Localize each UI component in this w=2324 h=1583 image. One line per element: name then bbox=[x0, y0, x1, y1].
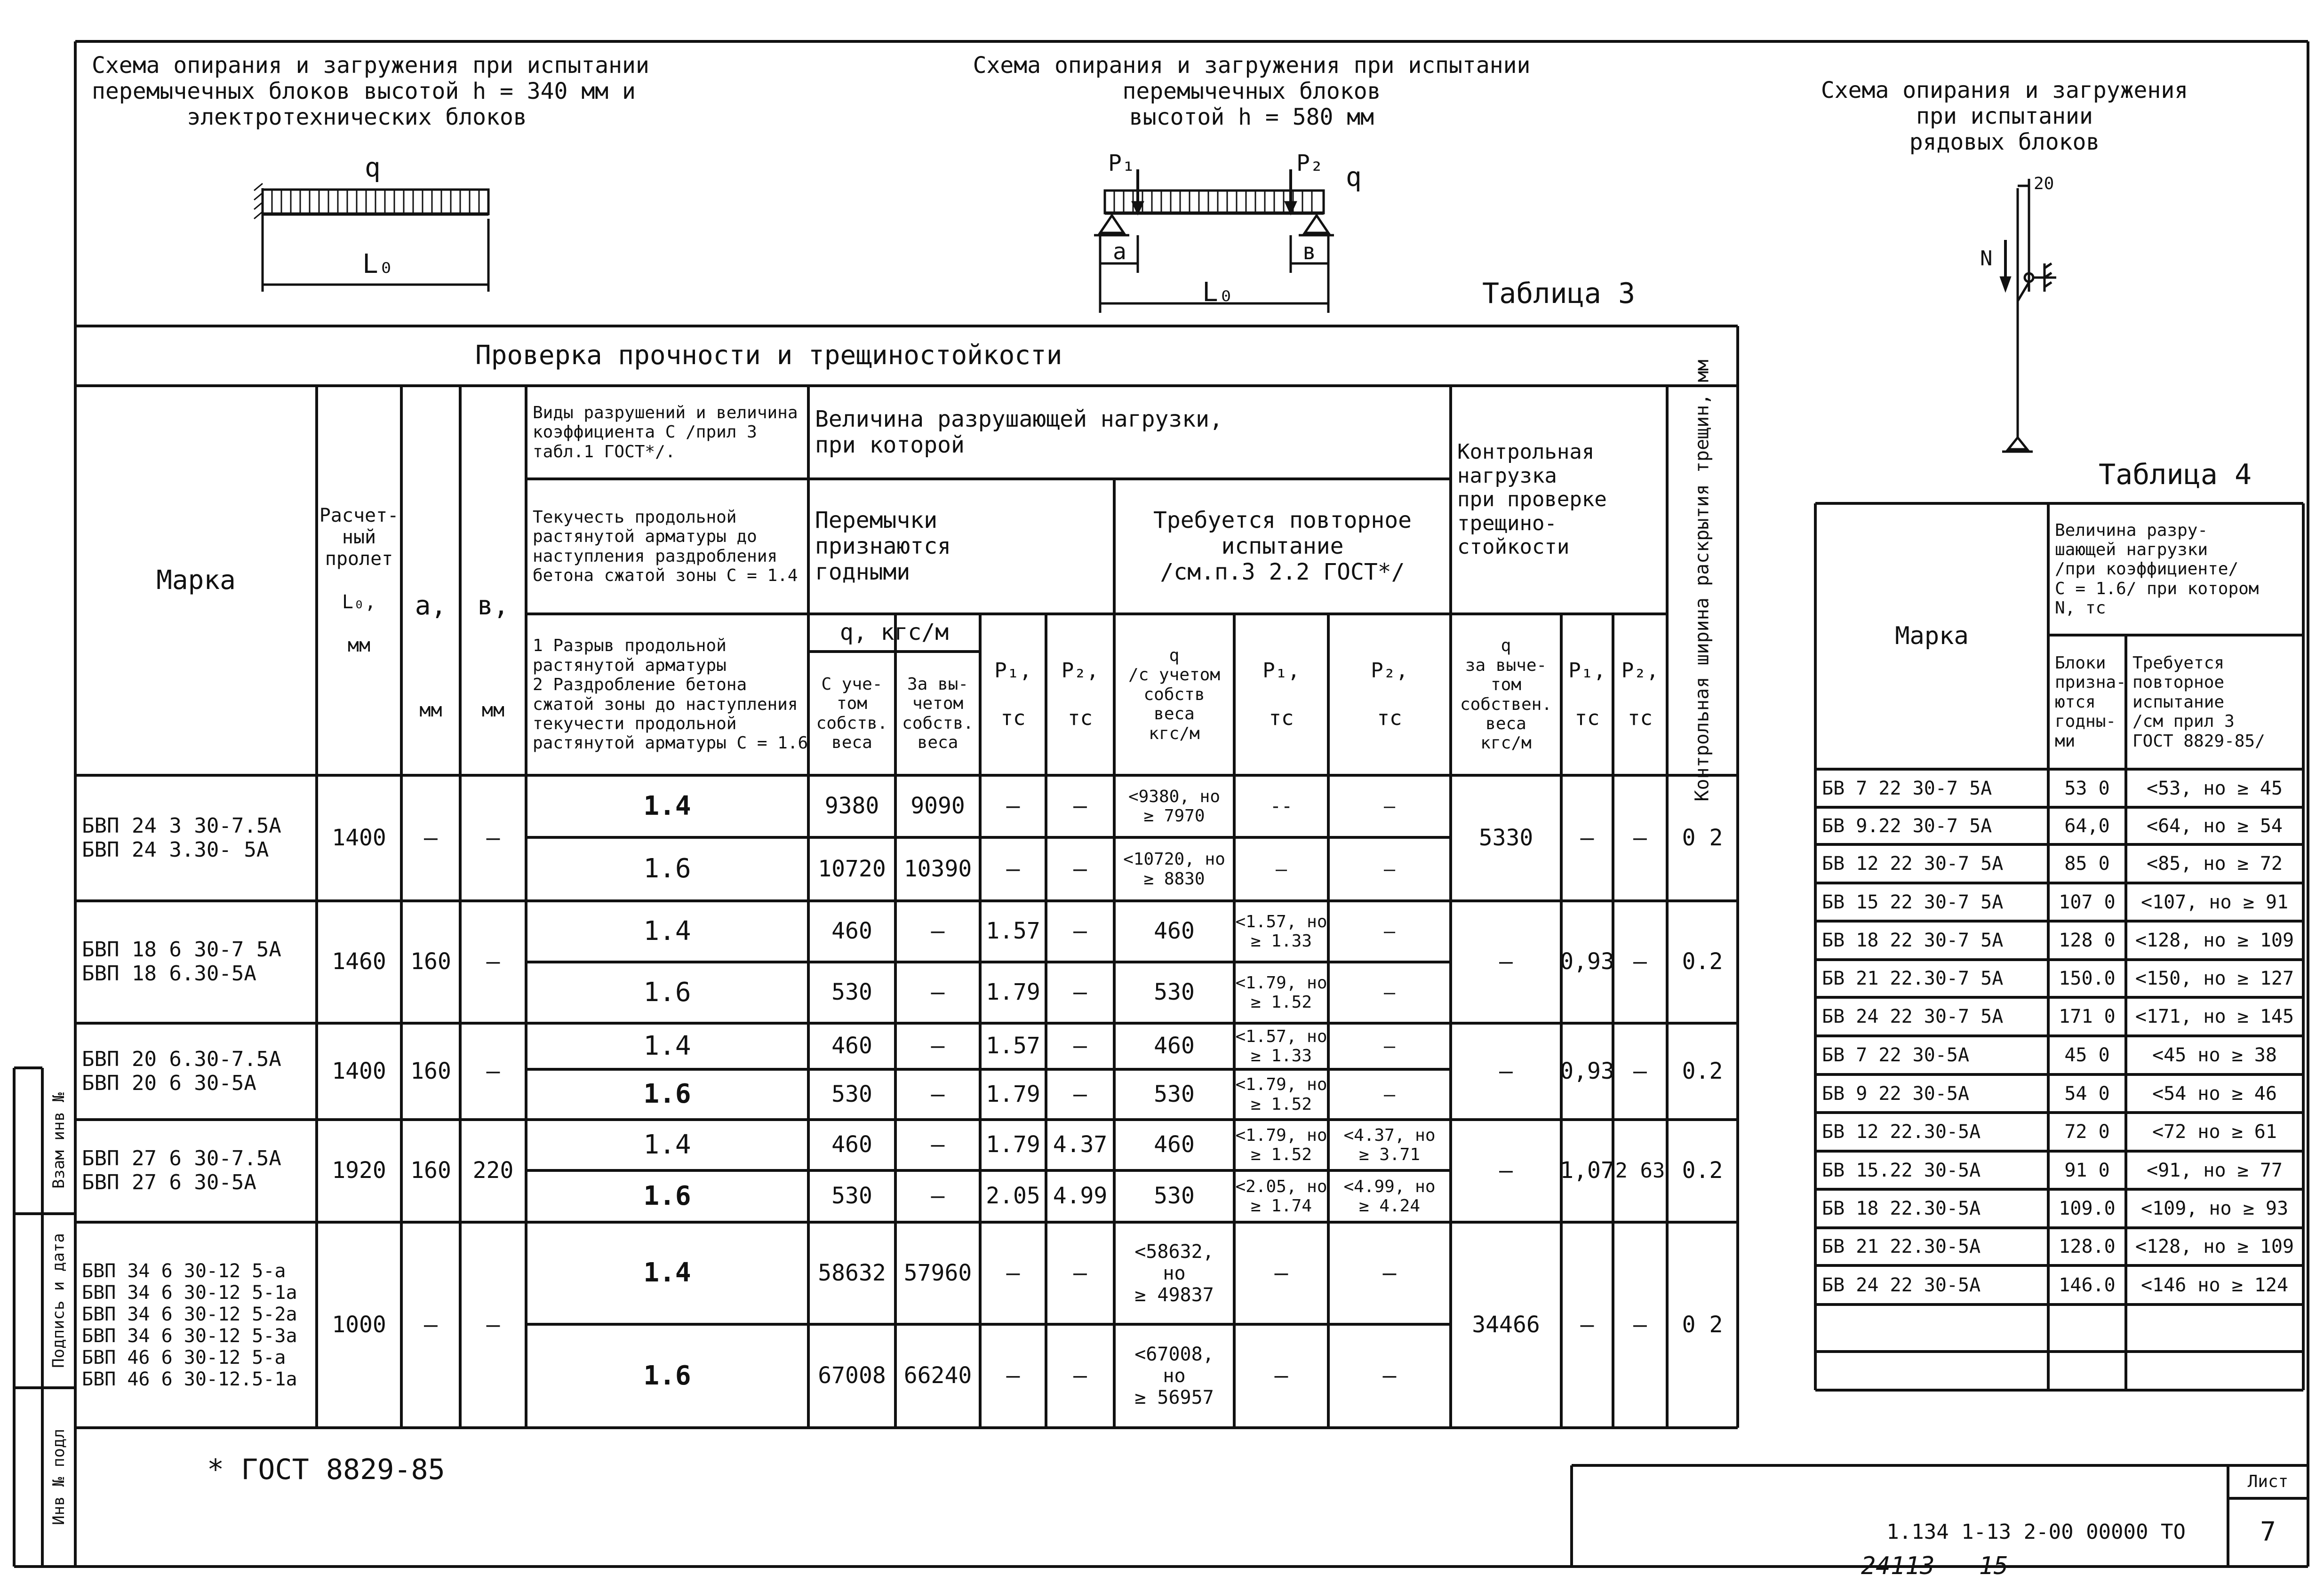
t4-row4-marka: БВ 15 22 30-7 5А bbox=[1822, 891, 2004, 913]
t3-row1-q-own-1: 9380 bbox=[824, 793, 879, 819]
t4-row6-ok: 150.0 bbox=[2059, 968, 2116, 989]
t4-row5-ok: 128 0 bbox=[2059, 930, 2116, 951]
t4-row6-marka: БВ 21 22.30-7 5А bbox=[1822, 968, 2004, 989]
t3-header-q-retest: q /с учетом собств веса кгс/м bbox=[1128, 646, 1221, 743]
t3-row4-p1-1: 1.79 bbox=[986, 1131, 1040, 1158]
t3-row3-q-own-1: 460 bbox=[831, 1033, 872, 1059]
t3-row2-b: — bbox=[486, 948, 500, 975]
t3-row2-crack: 0.2 bbox=[1682, 948, 1723, 975]
t3-row5-ctrl-p1: — bbox=[1580, 1311, 1594, 1338]
t3-row1-span: 1400 bbox=[332, 824, 386, 851]
t3-row2-q-noown-2: — bbox=[931, 979, 945, 1006]
t3-row5-marka: БВП 34 6 30-12 5-а БВП 34 6 30-12 5-1а БВП 34 6 30-12 5-2а БВП 34 6 30-12 5-3а БВП 46 6 30-12 5-а БВП 46 6 30-12.5-1а bbox=[82, 1260, 297, 1390]
t4-row5-marka: БВ 18 22 30-7 5А bbox=[1822, 930, 2004, 951]
t3-row1-p1-1: — bbox=[1006, 793, 1020, 819]
t3-row3-ctrl-p1: 0,93 bbox=[1560, 1058, 1614, 1084]
t3-row2-rp2-1: — bbox=[1383, 921, 1396, 942]
t3-row5-q-noown-2: 66240 bbox=[903, 1362, 972, 1389]
t3-row4-p2-2: 4.99 bbox=[1053, 1183, 1108, 1209]
diagram2-b-label: в bbox=[1302, 239, 1316, 265]
t3-row3-rp1-1: <1.57, но ≥ 1.33 bbox=[1235, 1026, 1327, 1066]
t3-header-marka: Марка bbox=[156, 565, 236, 596]
t3-row3-b: — bbox=[486, 1058, 500, 1084]
t4-header-ok: Блоки призна- ются годны- ми bbox=[2055, 653, 2126, 751]
t3-row1-rp2-1: — bbox=[1383, 795, 1396, 817]
t3-header-control-p1: P₁, тс bbox=[1568, 658, 1606, 730]
t4-row2-marka: БВ 9.22 30-7 5А bbox=[1822, 815, 1992, 837]
t3-row4-ctrl-q: — bbox=[1499, 1157, 1513, 1184]
t3-row3-ctrl-q: — bbox=[1499, 1058, 1513, 1084]
diagram-3 bbox=[2001, 179, 2056, 452]
t4-row12-retest: <109, но ≥ 93 bbox=[2140, 1198, 2289, 1219]
t3-row2-q-own-2: 530 bbox=[831, 979, 872, 1006]
t4-row5-retest: <128, но ≥ 109 bbox=[2135, 930, 2294, 951]
t3-row5-crack: 0 2 bbox=[1682, 1311, 1723, 1338]
t3-row1-rq-2: <10720, но ≥ 8830 bbox=[1123, 850, 1225, 889]
t3-row1-ctrl-p2: — bbox=[1633, 824, 1647, 851]
t3-row4-q-own-2: 530 bbox=[831, 1183, 872, 1209]
t3-row2-span: 1460 bbox=[332, 948, 386, 975]
t4-row9-retest: <54 но ≥ 46 bbox=[2152, 1082, 2277, 1105]
t3-row2-rp1-2: <1.79, но ≥ 1.52 bbox=[1235, 973, 1327, 1012]
t3-header-q-own: С уче- том собств. веса bbox=[816, 674, 888, 752]
t3-row1-rp1-2: — bbox=[1275, 858, 1287, 880]
t4-row7-retest: <171, но ≥ 145 bbox=[2135, 1006, 2294, 1027]
t3-header-types-c16: 1 Разрыв продольной растянутой арматуры 2 Раздробление бетона сжатой зоны до наступления текучести продольной растянутой арматуры C = 1.6 bbox=[533, 636, 808, 753]
t4-header-load: Величина разру- шающей нагрузки /при коэффициенте/ C = 1.6/ при котором N, тс bbox=[2055, 520, 2259, 618]
t4-row11-retest: <91, но ≥ 77 bbox=[2147, 1159, 2283, 1181]
t3-row2-c1: 1.4 bbox=[643, 915, 691, 947]
t3-header-a: a, bbox=[415, 590, 447, 621]
t3-row5-rq-2: <67008, но ≥ 56957 bbox=[1134, 1344, 1214, 1408]
t3-header-q-unit: q, кгс/м bbox=[839, 619, 949, 646]
t3-row5-ctrl-q: 34466 bbox=[1472, 1311, 1540, 1338]
t3-row5-p1-2: — bbox=[1006, 1362, 1020, 1389]
t3-row1-p2-1: — bbox=[1073, 793, 1087, 819]
t4-row8-marka: БВ 7 22 30-5А bbox=[1822, 1044, 1970, 1066]
t3-row3-rp2-2: — bbox=[1383, 1083, 1396, 1106]
t4-row13-retest: <128, но ≥ 109 bbox=[2135, 1236, 2294, 1257]
document-code: 1.134 1-13 2-00 00000 ТО bbox=[1886, 1520, 2186, 1544]
t3-row5-c2: 1.6 bbox=[643, 1360, 691, 1391]
t3-row1-a: — bbox=[424, 824, 438, 851]
t3-row4-p2-1: 4.37 bbox=[1053, 1131, 1108, 1158]
t3-row1-p2-2: — bbox=[1073, 855, 1087, 882]
t3-row4-rq-1: 460 bbox=[1154, 1131, 1195, 1158]
t3-row2-p2-2: — bbox=[1073, 979, 1087, 1006]
t3-row1-b: — bbox=[486, 824, 500, 851]
side-stamp-3-wrap bbox=[42, 1388, 75, 1567]
t3-row1-rq-1: <9380, но ≥ 7970 bbox=[1128, 787, 1221, 826]
t3-row2-a: 160 bbox=[410, 948, 451, 975]
t3-header-crack-wrap bbox=[1667, 359, 1738, 802]
t3-row3-a: 160 bbox=[410, 1058, 451, 1084]
sheet-number: 7 bbox=[2260, 1517, 2276, 1548]
t3-row5-rp2-2: — bbox=[1382, 1362, 1397, 1389]
t3-row4-span: 1920 bbox=[332, 1157, 386, 1184]
t3-row1-c2: 1.6 bbox=[643, 853, 691, 884]
t3-header-retest-p2: P₂, тс bbox=[1371, 658, 1408, 730]
diagram1-q-label: q bbox=[365, 152, 381, 183]
table-3-title: Проверка прочности и трещиностойкости bbox=[475, 340, 1062, 371]
side-stamp-signature: Подпись и дата bbox=[49, 1233, 68, 1368]
t4-row10-ok: 72 0 bbox=[2064, 1121, 2110, 1143]
t3-row4-c1: 1.4 bbox=[643, 1129, 691, 1160]
t3-row2-ctrl-q: — bbox=[1499, 948, 1513, 975]
t3-row5-c1: 1.4 bbox=[643, 1257, 691, 1289]
t3-row5-rp1-1: — bbox=[1274, 1259, 1288, 1286]
t4-row2-ok: 64,0 bbox=[2064, 815, 2110, 837]
t3-row3-rq-1: 460 bbox=[1154, 1033, 1195, 1059]
t4-row7-ok: 171 0 bbox=[2059, 1006, 2116, 1027]
t4-row3-retest: <85, но ≥ 72 bbox=[2147, 853, 2283, 875]
t4-row3-ok: 85 0 bbox=[2064, 853, 2110, 875]
t3-row5-ctrl-p2: — bbox=[1633, 1311, 1647, 1338]
t3-row5-span: 1000 bbox=[332, 1311, 386, 1338]
side-stamp-replacement: Взам инв № bbox=[49, 1092, 68, 1189]
t3-row5-rp1-2: — bbox=[1274, 1362, 1288, 1389]
t3-row3-q-noown-1: — bbox=[931, 1033, 945, 1059]
t3-row2-rq-2: 530 bbox=[1154, 979, 1195, 1006]
t3-row4-a: 160 bbox=[410, 1157, 451, 1184]
t3-row1-p1-2: — bbox=[1006, 855, 1020, 882]
t3-row4-c2: 1.6 bbox=[643, 1180, 691, 1211]
t4-row11-marka: БВ 15.22 30-5А bbox=[1822, 1159, 1981, 1181]
t4-row1-ok: 53 0 bbox=[2064, 777, 2110, 799]
t3-row4-rp1-2: <2.05, но ≥ 1.74 bbox=[1235, 1177, 1327, 1216]
t3-row3-q-own-2: 530 bbox=[831, 1081, 872, 1107]
t3-header-b-unit: мм bbox=[481, 700, 505, 721]
table-3-label: Таблица 3 bbox=[1482, 277, 1636, 310]
t3-row2-p1-2: 1.79 bbox=[986, 979, 1040, 1006]
t3-row3-c2: 1.6 bbox=[643, 1079, 691, 1110]
diagram2-q-label: q bbox=[1346, 162, 1362, 192]
t3-header-q-noown: За вы- четом собств. веса bbox=[902, 674, 974, 752]
t3-row5-q-noown-1: 57960 bbox=[903, 1259, 972, 1286]
t3-header-load: Величина разрушающей нагрузки, при которой bbox=[815, 406, 1223, 458]
t4-row7-marka: БВ 24 22 30-7 5А bbox=[1822, 1006, 2004, 1027]
t3-row4-q-own-1: 460 bbox=[831, 1131, 872, 1158]
t3-row3-p1-2: 1.79 bbox=[986, 1081, 1040, 1107]
t4-row12-ok: 109.0 bbox=[2059, 1198, 2116, 1219]
t3-row3-ctrl-p2: — bbox=[1633, 1058, 1647, 1084]
t4-row11-ok: 91 0 bbox=[2064, 1159, 2110, 1181]
t3-header-control: Контрольная нагрузка при проверке трещино- стойкости bbox=[1457, 440, 1607, 559]
diagram3-dim-label: 20 bbox=[2034, 174, 2054, 193]
t4-row1-marka: БВ 7 22 30-7 5А bbox=[1822, 777, 1992, 799]
t3-row4-p1-2: 2.05 bbox=[986, 1183, 1040, 1209]
t4-row1-retest: <53, но ≥ 45 bbox=[2147, 777, 2283, 799]
diagram1-l0-label: L₀ bbox=[362, 249, 394, 279]
t3-header-p2: P₂, тс bbox=[1061, 658, 1099, 730]
t4-row3-marka: БВ 12 22 30-7 5А bbox=[1822, 853, 2004, 875]
t3-row4-ctrl-p2: 2 63 bbox=[1615, 1158, 1665, 1183]
schema-2-title: Схема опирания и загружения при испытании перемычечных блоков высотой h = 580 мм bbox=[973, 52, 1531, 131]
t3-row1-rp2-2: — bbox=[1383, 858, 1396, 880]
t3-row2-q-own-1: 460 bbox=[831, 918, 872, 945]
t3-header-retest-p1: P₁, тс bbox=[1262, 658, 1300, 730]
t4-row12-marka: БВ 18 22.30-5А bbox=[1822, 1198, 1981, 1219]
side-stamp-inventory: Инв № подл bbox=[49, 1429, 68, 1526]
t4-row13-marka: БВ 21 22.30-5А bbox=[1822, 1236, 1981, 1257]
diagram2-p1-label: P₁ bbox=[1108, 150, 1135, 176]
t3-header-span: Расчет- ный пролет L₀, мм bbox=[319, 505, 399, 656]
t3-row3-marka: БВП 20 6.30-7.5А БВП 20 6 30-5А bbox=[82, 1047, 281, 1095]
t4-row2-retest: <64, но ≥ 54 bbox=[2147, 815, 2283, 837]
t3-row3-p1-1: 1.57 bbox=[986, 1033, 1040, 1059]
t3-row1-q-noown-2: 10390 bbox=[903, 855, 972, 882]
schema-1-title: Схема опирания и загружения при испытании перемычечных блоков высотой h = 340 мм и электротехнических блоков bbox=[92, 52, 649, 131]
t3-header-b: в, bbox=[477, 590, 509, 621]
handwritten-number: 24113 15 bbox=[1861, 1552, 2009, 1580]
t3-row3-span: 1400 bbox=[332, 1058, 386, 1084]
t3-row4-b: 220 bbox=[472, 1157, 514, 1184]
t4-row4-ok: 107 0 bbox=[2059, 891, 2116, 913]
t3-row4-q-noown-1: — bbox=[931, 1131, 945, 1158]
t3-header-p1: P₁, тс bbox=[994, 658, 1032, 730]
t3-header-retest: Требуется повторное испытание /см.п.3 2.2 ГОСТ*/ bbox=[1153, 507, 1412, 586]
t4-row4-retest: <107, но ≥ 91 bbox=[2140, 891, 2289, 913]
t3-row2-ctrl-p1: 0,93 bbox=[1560, 948, 1614, 975]
t3-row3-p2-1: — bbox=[1073, 1033, 1087, 1059]
diagram2-p2-label: P₂ bbox=[1296, 150, 1324, 176]
t3-header-control-p2: P₂, тс bbox=[1621, 658, 1659, 730]
t3-row2-c2: 1.6 bbox=[643, 977, 691, 1008]
t3-row1-marka: БВП 24 3 30-7.5А БВП 24 3.30- 5А bbox=[82, 813, 281, 862]
t4-row14-retest: <146 но ≥ 124 bbox=[2140, 1274, 2289, 1296]
t3-row5-rp2-1: — bbox=[1382, 1259, 1397, 1286]
schema-3-title: Схема опирания и загружения при испытании рядовых блоков bbox=[1821, 77, 2188, 156]
t3-header-crack: Контрольная ширина раскрытия трещин, мм bbox=[1692, 359, 1714, 802]
t3-row3-crack: 0.2 bbox=[1682, 1058, 1723, 1084]
sheet-label: Лист bbox=[2247, 1472, 2289, 1492]
t4-header-marka: Марка bbox=[1895, 621, 1969, 650]
t3-row2-p2-1: — bbox=[1073, 918, 1087, 945]
t3-row3-p2-2: — bbox=[1073, 1081, 1087, 1107]
t4-row8-retest: <45 но ≥ 38 bbox=[2152, 1044, 2277, 1066]
diagram2-a-label: a bbox=[1113, 239, 1126, 265]
t3-row5-q-own-2: 67008 bbox=[818, 1362, 886, 1389]
t3-row3-c1: 1.4 bbox=[643, 1030, 691, 1061]
t4-row13-ok: 128.0 bbox=[2059, 1236, 2116, 1257]
t3-row4-crack: 0.2 bbox=[1682, 1157, 1723, 1184]
t3-row2-q-noown-1: — bbox=[931, 918, 945, 945]
t4-row9-ok: 54 0 bbox=[2064, 1082, 2110, 1105]
footnote: * ГОСТ 8829-85 bbox=[207, 1453, 445, 1486]
t3-header-types-c14: Текучесть продольной растянутой арматуры до наступления раздробления бетона сжатой зоны C = 1.4 bbox=[533, 507, 798, 585]
t3-row1-c1: 1.4 bbox=[643, 790, 691, 821]
t3-row2-marka: БВП 18 6 30-7 5А БВП 18 6.30-5А bbox=[82, 938, 281, 986]
t4-row8-ok: 45 0 bbox=[2064, 1044, 2110, 1066]
t3-row4-ctrl-p1: 1,07 bbox=[1560, 1157, 1614, 1184]
t3-row5-rq-1: <58632, но ≥ 49837 bbox=[1134, 1241, 1214, 1306]
t4-row14-marka: БВ 24 22 30-5А bbox=[1822, 1274, 1981, 1296]
t3-row5-b: — bbox=[486, 1311, 500, 1338]
t3-row5-a: — bbox=[424, 1311, 438, 1338]
t3-row5-p2-1: — bbox=[1073, 1259, 1087, 1286]
t3-row1-q-own-2: 10720 bbox=[818, 855, 886, 882]
t3-header-a-unit: мм bbox=[419, 700, 442, 721]
t3-row2-rp1-1: <1.57, но ≥ 1.33 bbox=[1235, 912, 1327, 951]
t4-row10-retest: <72 но ≥ 61 bbox=[2152, 1121, 2277, 1143]
t3-row3-q-noown-2: — bbox=[931, 1081, 945, 1107]
t4-row6-retest: <150, но ≥ 127 bbox=[2135, 968, 2294, 989]
t3-row3-rq-2: 530 bbox=[1154, 1081, 1195, 1107]
t3-row5-p2-2: — bbox=[1073, 1362, 1087, 1389]
t3-row1-rp1-1: -- bbox=[1270, 795, 1293, 817]
t3-row1-crack: 0 2 bbox=[1682, 824, 1723, 851]
t3-row3-rp1-2: <1.79, но ≥ 1.52 bbox=[1235, 1075, 1327, 1114]
side-stamp-2-wrap bbox=[42, 1214, 75, 1388]
side-stamp-1-wrap bbox=[42, 1068, 75, 1214]
t4-row10-marka: БВ 12 22.30-5А bbox=[1822, 1121, 1981, 1143]
t4-header-retest: Требуется повторное испытание /см прил 3 ГОСТ 8829-85/ bbox=[2132, 653, 2265, 751]
t3-row4-marka: БВП 27 6 30-7.5А БВП 27 6 30-5А bbox=[82, 1146, 281, 1194]
t3-row4-rq-2: 530 bbox=[1154, 1183, 1195, 1209]
t3-row2-rp2-2: — bbox=[1383, 982, 1396, 1003]
diagram3-n-label: N bbox=[1980, 247, 1993, 270]
t3-header-suitable: Перемычки признаются годными bbox=[815, 507, 951, 586]
t3-header-types: Виды разрушений и величина коэффициента C /прил 3 табл.1 ГОСТ*/. bbox=[533, 403, 798, 461]
t4-row14-ok: 146.0 bbox=[2059, 1274, 2116, 1296]
t3-row4-q-noown-2: — bbox=[931, 1183, 945, 1209]
t3-row2-ctrl-p2: — bbox=[1633, 948, 1647, 975]
t3-row2-rq-1: 460 bbox=[1154, 918, 1195, 945]
t3-row1-ctrl-q: 5330 bbox=[1478, 824, 1533, 851]
t3-row3-rp2-1: — bbox=[1383, 1035, 1396, 1057]
table-4-label: Таблица 4 bbox=[2099, 458, 2252, 491]
diagram2-l0-label: L₀ bbox=[1202, 277, 1234, 308]
t3-header-control-q: q за выче- том собствен. веса кгс/м bbox=[1460, 636, 1552, 753]
t3-row4-rp1-1: <1.79, но ≥ 1.52 bbox=[1235, 1125, 1327, 1164]
t3-row4-rp2-2: <4.99, но ≥ 4.24 bbox=[1343, 1177, 1436, 1216]
t3-row5-q-own-1: 58632 bbox=[818, 1259, 886, 1286]
t3-row2-p1-1: 1.57 bbox=[986, 918, 1040, 945]
t3-row1-q-noown-1: 9090 bbox=[910, 793, 965, 819]
t4-row9-marka: БВ 9 22 30-5А bbox=[1822, 1082, 1970, 1105]
t3-row5-p1-1: — bbox=[1006, 1259, 1020, 1286]
t3-row4-rp2-1: <4.37, но ≥ 3.71 bbox=[1343, 1125, 1436, 1164]
t3-row1-ctrl-p1: — bbox=[1580, 824, 1594, 851]
